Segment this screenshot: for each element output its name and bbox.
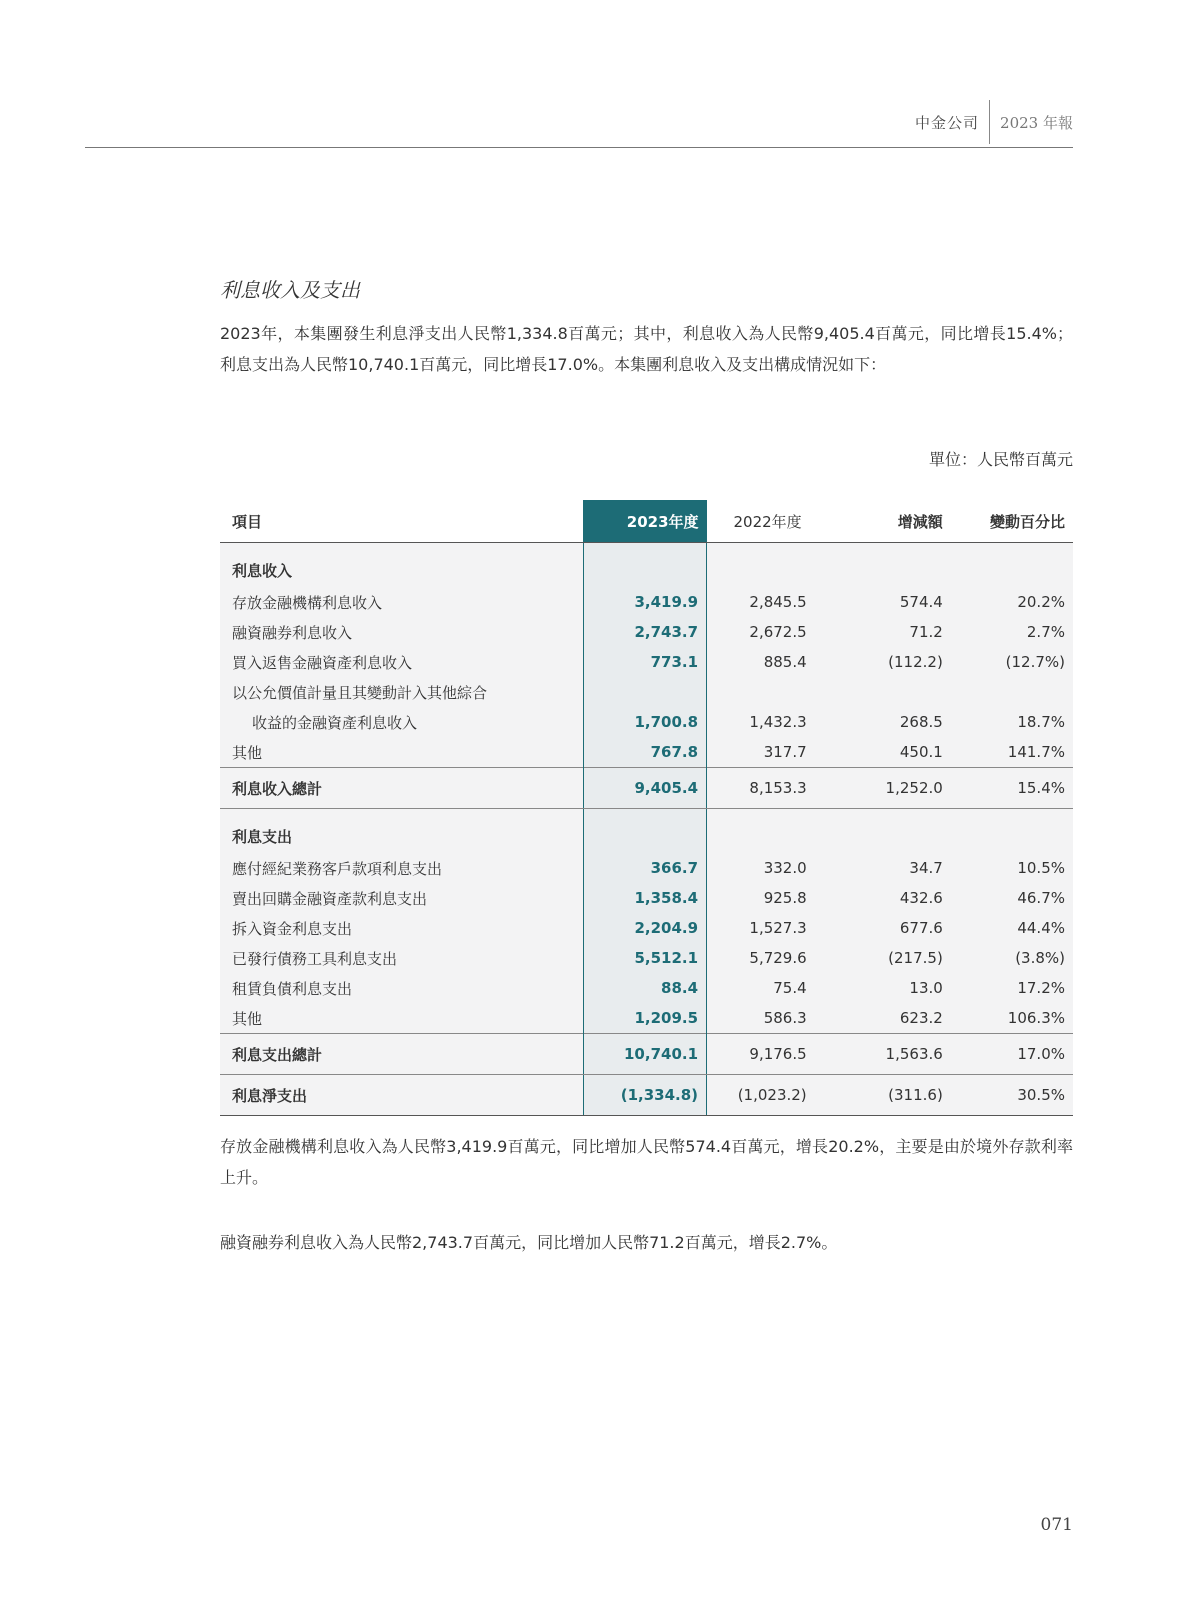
value-2022: 586.3 xyxy=(707,1003,829,1034)
value-change: 1,252.0 xyxy=(829,768,951,809)
value-percent: 18.7% xyxy=(951,707,1073,737)
value-2023: 9,405.4 xyxy=(583,768,706,809)
value-2022: (1,023.2) xyxy=(707,1075,829,1116)
value-percent: 2.7% xyxy=(951,617,1073,647)
value-2023: 1,209.5 xyxy=(583,1003,706,1034)
row-label: 應付經紀業務客戶款項利息支出 xyxy=(220,853,583,883)
value-change: 268.5 xyxy=(829,707,951,737)
value-2023: 1,700.8 xyxy=(583,707,706,737)
value-2022: 925.8 xyxy=(707,883,829,913)
header-2022: 2022年度 xyxy=(707,500,829,543)
value-percent: 20.2% xyxy=(951,587,1073,617)
row-label: 賣出回購金融資產款利息支出 xyxy=(220,883,583,913)
value-change: (112.2) xyxy=(829,647,951,677)
value-2022: 75.4 xyxy=(707,973,829,1003)
value-change: 623.2 xyxy=(829,1003,951,1034)
value-2023: 5,512.1 xyxy=(583,943,706,973)
section-label: 利息支出 xyxy=(220,809,583,854)
unit-label: 單位：人民幣百萬元 xyxy=(928,450,1073,469)
value-percent: 46.7% xyxy=(951,883,1073,913)
row-label: 存放金融機構利息收入 xyxy=(220,587,583,617)
table-row xyxy=(220,943,1073,973)
value-percent: 17.0% xyxy=(951,1034,1073,1075)
value-2022: 2,672.5 xyxy=(707,617,829,647)
row-label-line1: 以公允價值計量且其變動計入其他綜合 xyxy=(220,677,583,707)
header-percent: 變動百分比 xyxy=(951,500,1073,543)
intro-paragraph: 2023年，本集團發生利息淨支出人民幣1,334.8百萬元；其中，利息收入為人民幣9,405.4百萬元，同比增長15.4%；利息支出為人民幣10,740.1百萬元，同比增長17.0%。本集團利息收入及支出構成情況如下： xyxy=(220,324,1073,374)
table-row xyxy=(220,913,1073,943)
value-change: 574.4 xyxy=(829,587,951,617)
row-label: 收益的金融資產利息收入 xyxy=(220,707,583,737)
value-2023: 88.4 xyxy=(583,973,706,1003)
value-2023: 767.8 xyxy=(583,737,706,768)
table-header-row xyxy=(220,500,1073,543)
table-row xyxy=(220,973,1073,1003)
value-2022: 9,176.5 xyxy=(707,1034,829,1075)
value-2023: 3,419.9 xyxy=(583,587,706,617)
table-row xyxy=(220,647,1073,677)
company-name: 中金公司 xyxy=(915,113,980,132)
row-label: 拆入資金利息支出 xyxy=(220,913,583,943)
value-percent: 106.3% xyxy=(951,1003,1073,1034)
header-item: 項目 xyxy=(220,500,583,543)
page-number: 071 xyxy=(1040,1515,1073,1535)
value-2022: 885.4 xyxy=(707,647,829,677)
header-change: 增減額 xyxy=(829,500,951,543)
value-change: (311.6) xyxy=(829,1075,951,1116)
value-percent: 17.2% xyxy=(951,973,1073,1003)
header-rule xyxy=(85,147,1073,148)
value-2023: 1,358.4 xyxy=(583,883,706,913)
section-row-expense xyxy=(220,809,1073,854)
table-row xyxy=(220,1003,1073,1034)
row-label: 利息支出總計 xyxy=(220,1034,583,1075)
value-change: (217.5) xyxy=(829,943,951,973)
value-change: 450.1 xyxy=(829,737,951,768)
value-2023: 10,740.1 xyxy=(583,1034,706,1075)
row-label: 利息淨支出 xyxy=(220,1075,583,1116)
value-change: 71.2 xyxy=(829,617,951,647)
value-2023: (1,334.8) xyxy=(583,1075,706,1116)
table-row xyxy=(220,737,1073,768)
value-change: 1,563.6 xyxy=(829,1034,951,1075)
net-expense-row xyxy=(220,1075,1073,1116)
table-row xyxy=(220,853,1073,883)
row-label: 利息收入總計 xyxy=(220,768,583,809)
section-label: 利息收入 xyxy=(220,543,583,588)
value-2022: 8,153.3 xyxy=(707,768,829,809)
value-2022: 317.7 xyxy=(707,737,829,768)
table-row xyxy=(220,707,1073,737)
value-percent: 44.4% xyxy=(951,913,1073,943)
value-2022: 1,432.3 xyxy=(707,707,829,737)
income-total-row xyxy=(220,768,1073,809)
value-change: 677.6 xyxy=(829,913,951,943)
row-label: 其他 xyxy=(220,1003,583,1034)
value-percent: (12.7%) xyxy=(951,647,1073,677)
value-2023: 366.7 xyxy=(583,853,706,883)
expense-total-row xyxy=(220,1034,1073,1075)
table-row xyxy=(220,883,1073,913)
value-2023: 2,204.9 xyxy=(583,913,706,943)
value-percent: (3.8%) xyxy=(951,943,1073,973)
interest-table xyxy=(220,500,1073,1116)
value-percent: 15.4% xyxy=(951,768,1073,809)
value-change: 34.7 xyxy=(829,853,951,883)
row-label: 買入返售金融資產利息收入 xyxy=(220,647,583,677)
value-percent: 141.7% xyxy=(951,737,1073,768)
value-percent: 10.5% xyxy=(951,853,1073,883)
value-2022: 1,527.3 xyxy=(707,913,829,943)
row-label: 融資融券利息收入 xyxy=(220,617,583,647)
paragraph-margin-income: 融資融券利息收入為人民幣2,743.7百萬元，同比增加人民幣71.2百萬元，增長2.7%。 xyxy=(220,1233,838,1252)
value-2022: 5,729.6 xyxy=(707,943,829,973)
value-2023: 2,743.7 xyxy=(583,617,706,647)
section-row-income xyxy=(220,543,1073,588)
value-2022: 332.0 xyxy=(707,853,829,883)
header-2023: 2023年度 xyxy=(583,500,706,543)
value-2023: 773.1 xyxy=(583,647,706,677)
table-row xyxy=(220,617,1073,647)
paragraph-deposit-income: 存放金融機構利息收入為人民幣3,419.9百萬元，同比增加人民幣574.4百萬元，增長20.2%，主要是由於境外存款利率上升。 xyxy=(220,1137,1073,1187)
row-label: 其他 xyxy=(220,737,583,768)
row-label: 租賃負債利息支出 xyxy=(220,973,583,1003)
table-row xyxy=(220,677,1073,707)
value-percent: 30.5% xyxy=(951,1075,1073,1116)
section-title: 利息收入及支出 xyxy=(220,278,360,302)
value-change: 13.0 xyxy=(829,973,951,1003)
report-title: 2023 年報 xyxy=(1000,113,1073,132)
page-header xyxy=(915,100,1073,144)
value-change: 432.6 xyxy=(829,883,951,913)
row-label: 已發行債務工具利息支出 xyxy=(220,943,583,973)
value-2022: 2,845.5 xyxy=(707,587,829,617)
table-row xyxy=(220,587,1073,617)
